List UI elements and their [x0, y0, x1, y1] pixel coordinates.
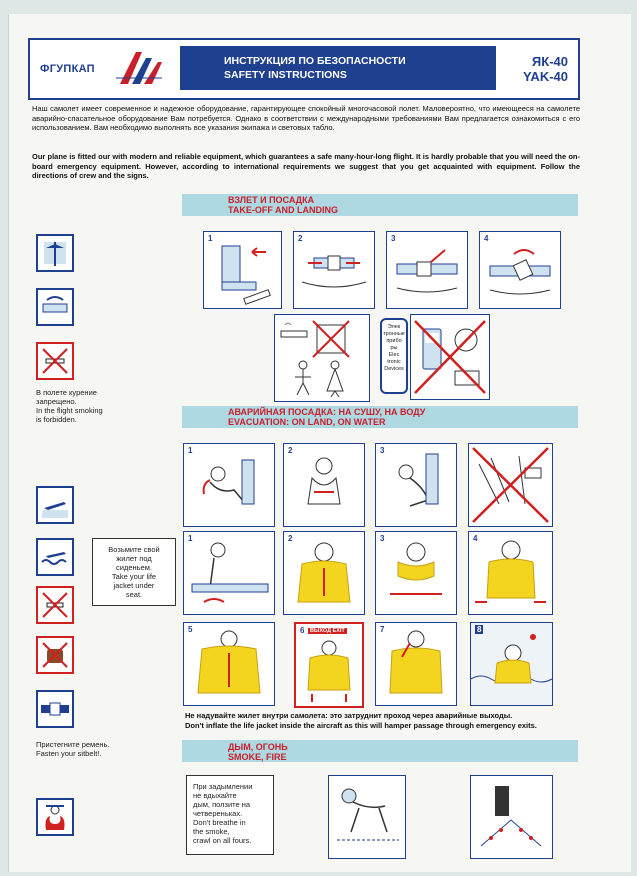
step-number: 1: [188, 534, 193, 543]
devices-en-2: tronic: [387, 359, 401, 365]
smoke-title-ru: ДЫМ, ОГОНЬ: [228, 742, 288, 752]
section-title-evacuation: [228, 407, 425, 427]
devices-ru-1: Элек: [387, 324, 401, 330]
vest-warning: [185, 711, 585, 731]
seat-upright-illustration: [204, 232, 281, 308]
step-number: 2: [298, 234, 303, 243]
smoking-note-ru2: запрещено.: [36, 397, 77, 406]
vest-over-head-illustration: [284, 532, 364, 614]
smoke-note-ru4: четвереньках.: [193, 809, 243, 818]
crawl-panel: [328, 775, 406, 859]
smoking-note: [36, 388, 103, 424]
exit-sign: ВЫХОД EXIT: [310, 628, 345, 634]
floor-lights-panel: [470, 775, 553, 859]
brace-panel-3: [375, 443, 457, 527]
smoke-note-en1: Don't breathe in: [193, 818, 246, 827]
blow-tube-illustration: [376, 623, 456, 705]
vest-panel-2: [283, 531, 365, 615]
step-number: 4: [484, 234, 489, 243]
no-high-heels-panel: [468, 443, 553, 527]
no-smoking-evacuation-icon: [36, 586, 74, 624]
floor-path-lights-illustration: [471, 776, 552, 858]
life-jacket-note-ru2: жилет под: [116, 554, 152, 563]
step-number: 3: [391, 234, 396, 243]
life-jacket-note-ru1: Возьмите свой: [108, 545, 160, 554]
release-belt-illustration: [480, 232, 560, 308]
intro-ru: Наш самолет имеет современное и надежное оборудование, гарантирующее спокойный многочасовой полет. Маловероятно, что имеющееся на самолете аварийно-спасательное оборудование Вам потребуется. Однако в соответствии с международными требованиями Вам предлагается ознакомиться с его использованием. Вам необходимо выполнять все указания экипажа и световых табло.: [32, 104, 580, 132]
electronic-devices-sign: [380, 318, 408, 394]
vest-panel-8: [470, 622, 553, 706]
step-number: 2: [288, 534, 293, 543]
step-number: 8: [477, 625, 482, 634]
vest-panel-5: [183, 622, 275, 706]
section-title-takeoff: [228, 195, 338, 215]
aircraft-model: [523, 54, 568, 84]
tie-straps-illustration: [376, 532, 456, 614]
brace-position-illustration: [184, 444, 274, 526]
aircraft-landing-icon: [36, 486, 74, 524]
evacuation-title-ru: АВАРИЙНАЯ ПОСАДКА: НА СУШУ, НА ВОДУ: [228, 407, 426, 417]
smoking-note-en2: is forbidden.: [36, 415, 77, 424]
brace-child-illustration: [284, 444, 364, 526]
takeoff-title-en: TAKE-OFF AND LANDING: [228, 205, 338, 215]
seatbelt-note: [36, 740, 110, 758]
brace-panel-1: [183, 443, 275, 527]
crawl-illustration: [329, 776, 405, 858]
no-smoking-lavatory-panel: [274, 314, 370, 402]
vest-light-in-water-illustration: [471, 623, 552, 705]
step-number: 6: [300, 626, 305, 635]
title-en: SAFETY INSTRUCTIONS: [224, 69, 347, 81]
devices-en-1: Elec: [388, 352, 400, 358]
seatbelt-icon: [36, 690, 74, 728]
step-number: 3: [380, 534, 385, 543]
step-number: 1: [188, 446, 193, 455]
header-title-band: [180, 46, 496, 90]
vest-warning-en: Don't inflate the life jacket inside the aircraft as this will hamper passage through emergency exits.: [185, 721, 537, 730]
step-number: 5: [188, 625, 193, 634]
smoke-note-ru3: дым, ползите на: [193, 800, 251, 809]
no-baggage-icon: [36, 636, 74, 674]
devices-en-3: Devices: [384, 366, 404, 372]
water-landing-icon: [36, 538, 74, 576]
brace-forward-illustration: [376, 444, 456, 526]
life-jacket-note-ru3: сиденьем.: [116, 563, 152, 572]
seatbelt-note-ru: Пристегните ремень.: [36, 740, 110, 749]
life-jacket-note: [92, 538, 176, 606]
intro-en: Our plane is fitted our with modern and reliable equipment, which guarantees a safe many-hour-long flight. It is hardly probable that you will need the on-board emergency equipment. However, according to international requirements we suggest that you get acquainted with equipment. Follow the directions of crew and the signs.: [32, 152, 580, 180]
life-jacket-note-en1: Take your life: [111, 572, 157, 581]
fire-icon: [36, 798, 74, 836]
takeoff-panel-4: [479, 231, 561, 309]
smoking-note-ru1: В полете курение: [36, 388, 97, 397]
vest-panel-3: [375, 531, 457, 615]
step-number: 7: [380, 625, 385, 634]
step-number: 2: [288, 446, 293, 455]
vest-panel-7: [375, 622, 457, 706]
devices-ru-4: ры: [390, 345, 398, 351]
smoke-note-ru1: При задымлении: [193, 782, 253, 791]
fasten-belt-illustration: [294, 232, 374, 308]
takeoff-panel-1: [203, 231, 282, 309]
devices-ru-2: тронные: [383, 331, 405, 337]
life-jacket-note-en2: jacket under: [113, 581, 155, 590]
seatback-upright-icon: [36, 234, 74, 272]
life-jacket-note-en3: seat.: [125, 590, 143, 599]
no-smoking-icon: [36, 342, 74, 380]
vest-panel-1: [183, 531, 275, 615]
seatbelt-note-en: Fasten your sitbelt!.: [36, 749, 102, 758]
evacuation-title-en: EVACUATION: ON LAND, ON WATER: [228, 417, 386, 427]
seatbelt-sign-icon: [36, 288, 74, 326]
brace-panel-2: [283, 443, 365, 527]
airline-logo-icon: [114, 48, 164, 88]
smoking-note-en1: In the flight smoking: [36, 406, 103, 415]
takeoff-panel-3: [386, 231, 468, 309]
vest-panel-4: [468, 531, 553, 615]
devices-ru-3: прибо: [386, 338, 402, 344]
tighten-belt-illustration: [387, 232, 467, 308]
exit-with-vest-illustration: [296, 624, 362, 706]
section-title-smoke: [228, 742, 288, 762]
no-electronics-panel: [410, 314, 490, 400]
step-number: 3: [380, 446, 385, 455]
model-ru: ЯК-40: [531, 54, 568, 69]
vest-warning-ru: Не надувайте жилет внутри самолета: это затруднит проход через аварийные выходы.: [185, 711, 513, 720]
model-en: YAK-40: [522, 69, 568, 84]
takeoff-title-ru: ВЗЛЕТ И ПОСАДКА: [228, 195, 315, 205]
airline-name: ФГУПКАП: [40, 63, 95, 75]
step-number: 4: [473, 534, 478, 543]
pull-tabs-illustration: [469, 532, 552, 614]
smoke-note-en2: the smoke,: [193, 827, 230, 836]
takeoff-panel-2: [293, 231, 375, 309]
smoke-title-en: SMOKE, FIRE: [228, 752, 287, 762]
vest-panel-6: [294, 622, 364, 708]
smoke-note: [186, 775, 274, 855]
card-header: [28, 38, 580, 100]
inflated-vest-illustration: [184, 623, 274, 705]
reach-under-seat-illustration: [184, 532, 274, 614]
smoke-note-en3: crawl on all fours.: [193, 836, 252, 845]
title-ru: ИНСТРУКЦИЯ ПО БЕЗОПАСНОСТИ: [224, 55, 406, 67]
step-number: 1: [208, 234, 213, 243]
smoke-note-ru2: не вдыхайте: [193, 791, 237, 800]
